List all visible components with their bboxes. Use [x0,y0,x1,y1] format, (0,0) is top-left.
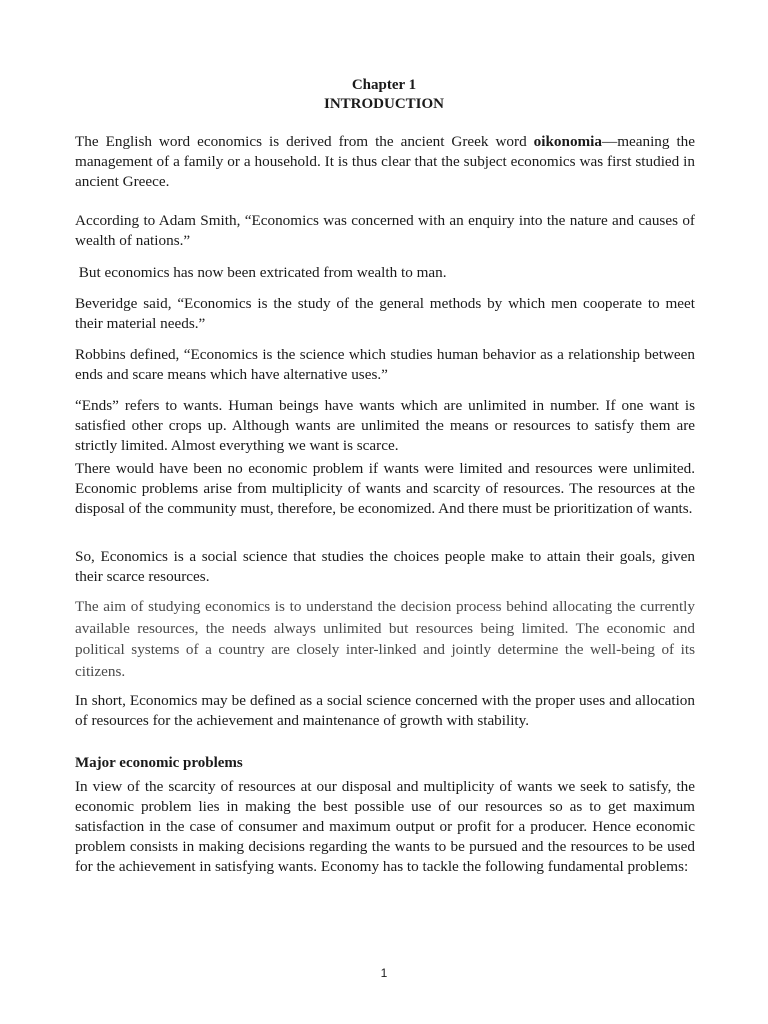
paragraph-beveridge: Beveridge said, “Economics is the study of the general methods by which men cooperate to meet their material needs.” [75,295,695,332]
etymology-text-end: —meaning the management of a family or a household. It is thus clear that the subject economics was first studied in ancient Greece. [75,133,695,190]
paragraph-social-science: So, Economics is a social science that studies the choices people make to attain their goals, given their scarce resources. [75,548,695,585]
term-oikonomia: oikonomia [533,133,602,150]
section-heading: Major economic problems [75,755,243,771]
paragraph-economic-problem: There would have been no economic problem if wants were limited and resources were unlimited. Economic problems arise from multiplicity of wants and scarcity of resources. The resources at the disposal of the community must, therefore, be economized. And there must be prioritization of wants. [75,460,695,517]
paragraph-adam-smith: According to Adam Smith, “Economics was concerned with an enquiry into the nature and causes of wealth of nations.” [75,212,695,249]
paragraph-ends-wants: “Ends” refers to wants. Human beings have wants which are unlimited in number. If one want is satisfied other crops up. Although wants are unlimited the means or resources to satisfy them are strictly limited. Almost everything we want is scarce. [75,397,695,454]
page-number: 1 [380,966,388,980]
paragraph-etymology [75,132,695,192]
chapter-title: INTRODUCTION [323,96,444,112]
paragraph-aim: The aim of studying economics is to understand the decision process behind allocating the currently available resources, the needs always unlimited but resources being limited. The economic and political systems of a country are closely inter-linked and jointly determine the well-being of its citizens. [75,598,695,680]
etymology-text-start: The English word economics is derived from the ancient Greek word [75,133,534,150]
paragraph-in-short: In short, Economics may be defined as a social science concerned with the proper uses and allocation of resources for the achievement and maintenance of growth with stability. [75,692,695,729]
paragraph-wealth-to-man: But economics has now been extricated from wealth to man. [75,264,447,281]
paragraph-major-problems: In view of the scarcity of resources at our disposal and multiplicity of wants we seek to satisfy, the economic problem lies in making the best possible use of our resources so as to get maximum satisfaction in the case of consumer and maximum output or profit for a producer. Hence economic problem consists in making decisions regarding the wants to be pursued and the resources to be used for the achievement in satisfying wants. Economy has to tackle the following fundamental problems: [75,778,695,875]
paragraph-robbins: Robbins defined, “Economics is the science which studies human behavior as a relationship between ends and scare means which have alternative uses.” [75,346,695,383]
chapter-label: Chapter 1 [351,77,417,93]
